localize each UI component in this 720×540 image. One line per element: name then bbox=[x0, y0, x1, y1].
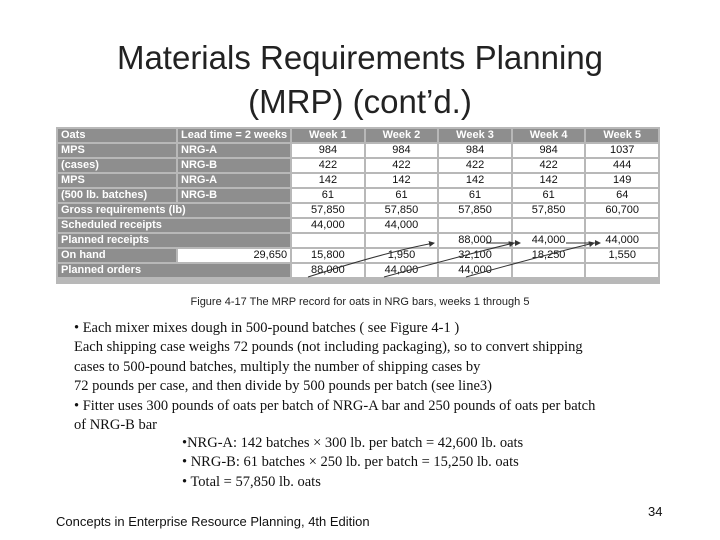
cell: 44,000 bbox=[366, 219, 438, 232]
cell: 422 bbox=[366, 159, 438, 172]
row-sublabel: NRG-A bbox=[178, 174, 290, 187]
cell: 61 bbox=[513, 189, 585, 202]
cell bbox=[439, 219, 511, 232]
row-label: (500 lb. batches) bbox=[58, 189, 176, 202]
mrp-row-mps-batches-b bbox=[58, 189, 658, 202]
row-label: On hand bbox=[58, 249, 176, 262]
row-label: MPS bbox=[58, 174, 176, 187]
cell: 88,000 bbox=[439, 234, 511, 247]
header-week-3: Week 3 bbox=[439, 129, 511, 142]
mrp-row-scheduled-receipts bbox=[58, 219, 658, 232]
header-week-1: Week 1 bbox=[292, 129, 364, 142]
cell: 61 bbox=[366, 189, 438, 202]
cell: 984 bbox=[513, 144, 585, 157]
slide-title bbox=[0, 36, 720, 124]
cell: 57,850 bbox=[439, 204, 511, 217]
header-week-5: Week 5 bbox=[586, 129, 658, 142]
footer-text: Concepts in Enterprise Resource Planning, 4th Edition bbox=[56, 514, 370, 529]
row-label: Gross requirements (lb) bbox=[58, 204, 290, 217]
cell: 61 bbox=[439, 189, 511, 202]
row-label: Planned orders bbox=[58, 264, 290, 277]
cell bbox=[292, 234, 364, 247]
mrp-header-row bbox=[58, 129, 658, 142]
cell: 61 bbox=[292, 189, 364, 202]
cell: 1,550 bbox=[586, 249, 658, 262]
mrp-row-planned-receipts bbox=[58, 234, 658, 247]
mrp-row-mps-batches-a bbox=[58, 174, 658, 187]
cell: 142 bbox=[513, 174, 585, 187]
cell bbox=[366, 234, 438, 247]
row-sublabel: NRG-B bbox=[178, 159, 290, 172]
cell bbox=[513, 264, 585, 277]
cell: 149 bbox=[586, 174, 658, 187]
row-sublabel: NRG-B bbox=[178, 189, 290, 202]
cell bbox=[586, 219, 658, 232]
cell bbox=[586, 264, 658, 277]
bullet-line: • Each mixer mixes dough in 500-pound batches ( see Figure 4-1 ) bbox=[74, 320, 460, 336]
row-label: (cases) bbox=[58, 159, 176, 172]
cell: 422 bbox=[292, 159, 364, 172]
on-hand-initial: 29,650 bbox=[178, 249, 290, 262]
header-week-2: Week 2 bbox=[366, 129, 438, 142]
mrp-row-mps-cases-b bbox=[58, 159, 658, 172]
cell: 1037 bbox=[586, 144, 658, 157]
header-item: Oats bbox=[58, 129, 176, 142]
cell: 142 bbox=[292, 174, 364, 187]
calc-nrg-b: • NRG-B: 61 batches × 250 lb. per batch = 15,250 lb. oats bbox=[182, 454, 519, 471]
bullet-line: of NRG-B bar bbox=[74, 417, 157, 434]
cell: 44,000 bbox=[439, 264, 511, 277]
cell: 422 bbox=[439, 159, 511, 172]
row-label: Scheduled receipts bbox=[58, 219, 290, 232]
page-number: 34 bbox=[648, 504, 663, 519]
cell: 32,100 bbox=[439, 249, 511, 262]
cell: 1,950 bbox=[366, 249, 438, 262]
cell: 57,850 bbox=[292, 204, 364, 217]
bullet-line: • Fitter uses 300 pounds of oats per batch of NRG-A bar and 250 pounds of oats per batch bbox=[74, 397, 596, 414]
figure-caption: Figure 4-17 The MRP record for oats in NRG bars, weeks 1 through 5 bbox=[190, 296, 530, 308]
cell: 44,000 bbox=[292, 219, 364, 232]
row-label: Planned receipts bbox=[58, 234, 290, 247]
cell: 64 bbox=[586, 189, 658, 202]
mrp-table bbox=[56, 127, 660, 279]
cell: 142 bbox=[366, 174, 438, 187]
cell: 422 bbox=[513, 159, 585, 172]
row-label: MPS bbox=[58, 144, 176, 157]
row-sublabel: NRG-A bbox=[178, 144, 290, 157]
cell bbox=[513, 219, 585, 232]
bullet-text bbox=[74, 319, 664, 435]
cell: 57,850 bbox=[366, 204, 438, 217]
cell: 984 bbox=[292, 144, 364, 157]
calc-total: • Total = 57,850 lb. oats bbox=[182, 473, 321, 490]
calculation-lines bbox=[182, 434, 622, 492]
cell: 18,250 bbox=[513, 249, 585, 262]
cell: 142 bbox=[439, 174, 511, 187]
bullet-line: 72 pounds per case, and then divide by 500 pounds per batch (see line3) bbox=[74, 378, 492, 395]
cell: 44,000 bbox=[513, 234, 585, 247]
mrp-row-gross-requirements bbox=[58, 204, 658, 217]
cell: 44,000 bbox=[586, 234, 658, 247]
mrp-row-planned-orders bbox=[58, 264, 658, 277]
header-week-4: Week 4 bbox=[513, 129, 585, 142]
mrp-row-on-hand bbox=[58, 249, 658, 262]
bullet-line: cases to 500-pound batches, multiply the number of shipping cases by bbox=[74, 358, 481, 375]
calc-nrg-a: •NRG-A: 142 batches × 300 lb. per batch = 42,600 lb. oats bbox=[182, 435, 524, 451]
cell: 15,800 bbox=[292, 249, 364, 262]
cell: 984 bbox=[366, 144, 438, 157]
bullet-line: Each shipping case weighs 72 pounds (not including packaging), so to convert shipping bbox=[74, 339, 583, 356]
cell: 984 bbox=[439, 144, 511, 157]
mrp-row-mps-cases-a bbox=[58, 144, 658, 157]
cell: 60,700 bbox=[586, 204, 658, 217]
cell: 57,850 bbox=[513, 204, 585, 217]
cell: 88,000 bbox=[292, 264, 364, 277]
slide-title-line2: (MRP) (cont’d.) bbox=[248, 83, 472, 120]
cell: 44,000 bbox=[366, 264, 438, 277]
mrp-record-figure bbox=[56, 127, 660, 284]
header-lead-time: Lead time = 2 weeks bbox=[178, 129, 290, 142]
cell: 444 bbox=[586, 159, 658, 172]
slide-title-line1: Materials Requirements Planning bbox=[116, 39, 604, 76]
